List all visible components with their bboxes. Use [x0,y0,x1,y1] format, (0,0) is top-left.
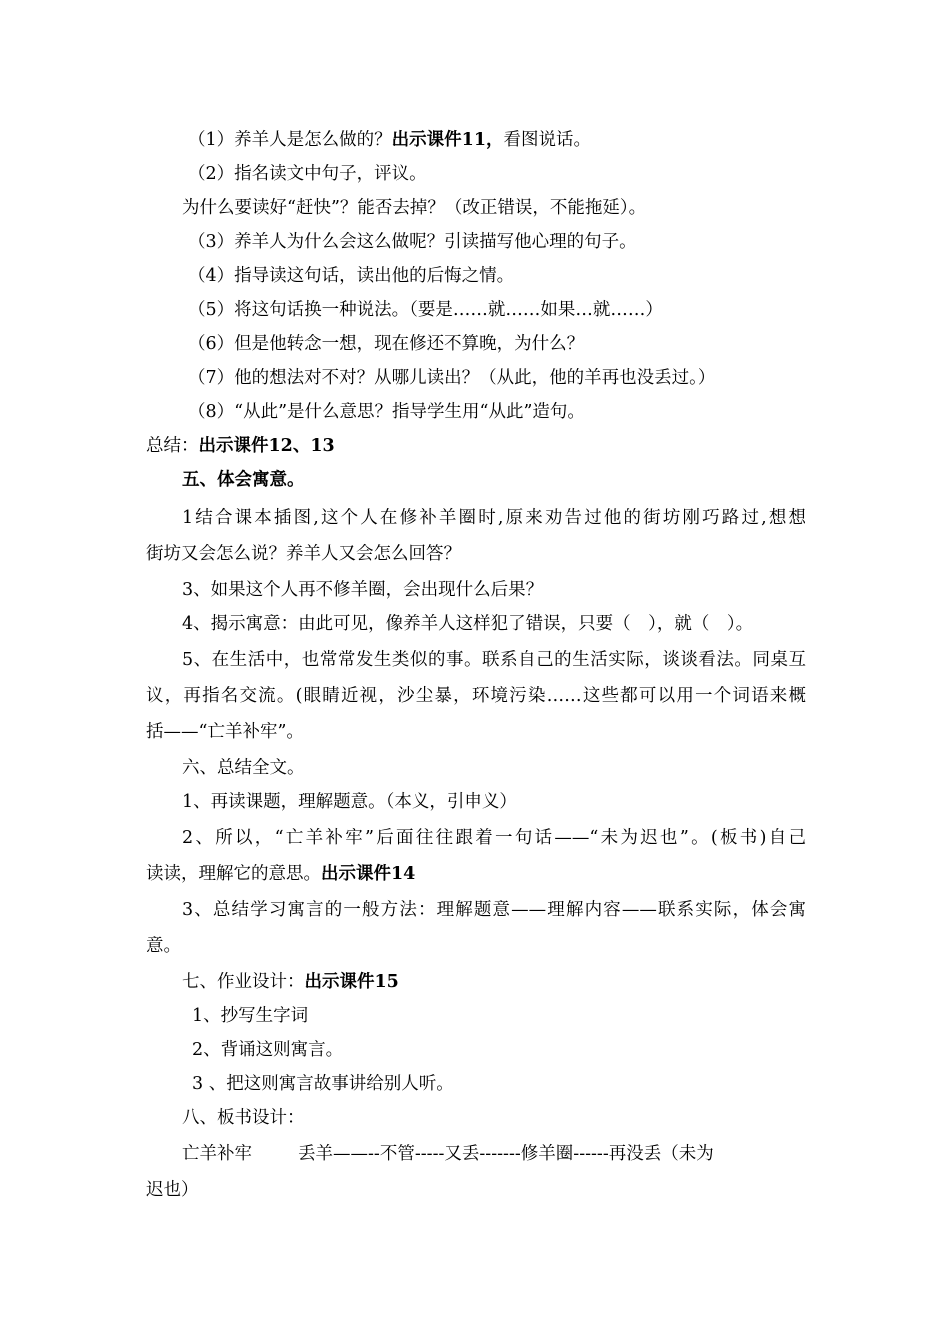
text-line: 议，再指名交流。(眼睛近视，沙尘暴，环境污染……这些都可以用一个词语来概 [146,686,806,706]
board-design-line: 丢羊——--不管-----又丢-------修羊圈------再没丢（未为 [298,1144,714,1164]
courseware-label: 出示课件14 [321,864,416,884]
text: 读读，理解它的意思。 [146,864,321,884]
text-line: （4）指导读这句话，读出他的后悔之情。 [188,266,515,286]
courseware-label: 出示课件12、13 [198,436,335,456]
board-title: 亡羊补牢 [182,1144,252,1164]
list-item: 3 、把这则寓言故事讲给别人听。 [192,1074,454,1094]
text-line [188,128,591,152]
summary-line [146,434,335,458]
courseware-label: 出示课件11， [391,130,504,150]
text-line: 为什么要读好“赶快”？能否去掉？（改正错误，不能拖延）。 [182,198,647,218]
text-line: 4、揭示寓意：由此可见，像养羊人这样犯了错误，只要（ ），就（ ）。 [182,614,754,634]
text-line: （8）“从此”是什么意思？指导学生用“从此”造句。 [188,402,585,422]
text: 七、作业设计： [182,972,305,992]
text-line [146,862,415,886]
text: 看图说话。 [503,130,591,150]
section-heading: 五、体会寓意。 [182,470,305,490]
section-heading [182,970,399,994]
text-line: 街坊又会怎么说？养羊人又会怎么回答？ [146,544,461,564]
text-line: （7）他的想法对不对？从哪儿读出？（从此，他的羊再也没丢过。） [188,368,716,388]
section-heading: 八、板书设计： [182,1108,305,1128]
text-line: （3）养羊人为什么会这么做呢？引读描写他心理的句子。 [188,232,637,252]
text-line: （5）将这句话换一种说法。（要是……就……如果…就……） [188,300,663,320]
text-line: 1、再读课题，理解题意。（本义，引申义） [182,792,517,812]
text: （1）养羊人是怎么做的？ [188,130,392,150]
text: 总结： [146,436,199,456]
courseware-label: 出示课件15 [304,972,399,992]
section-heading: 六、总结全文。 [182,758,305,778]
text-line: 1结合课本插图,这个人在修补羊圈时,原来劝告过他的街坊刚巧路过,想想 [182,508,806,528]
text-line: （6）但是他转念一想，现在修还不算晚，为什么？ [188,334,585,354]
text-line: 意。 [146,936,181,956]
list-item: 1、抄写生字词 [192,1006,309,1026]
text-line: 迟也） [146,1180,199,1200]
text-line: 3、总结学习寓言的一般方法：理解题意——理解内容——联系实际，体会寓 [182,900,806,920]
text-line: 3、如果这个人再不修羊圈，会出现什么后果？ [182,580,544,600]
text-line: 5、在生活中，也常常发生类似的事。联系自己的生活实际，谈谈看法。同桌互 [182,650,806,670]
text-line: （2）指名读文中句子，评议。 [188,164,427,184]
list-item: 2、背诵这则寓言。 [192,1040,344,1060]
text-line: 括——“亡羊补牢”。 [146,722,304,742]
text-line: 2、所以，“亡羊补牢”后面往往跟着一句话——“未为迟也”。(板书)自己 [182,828,806,848]
